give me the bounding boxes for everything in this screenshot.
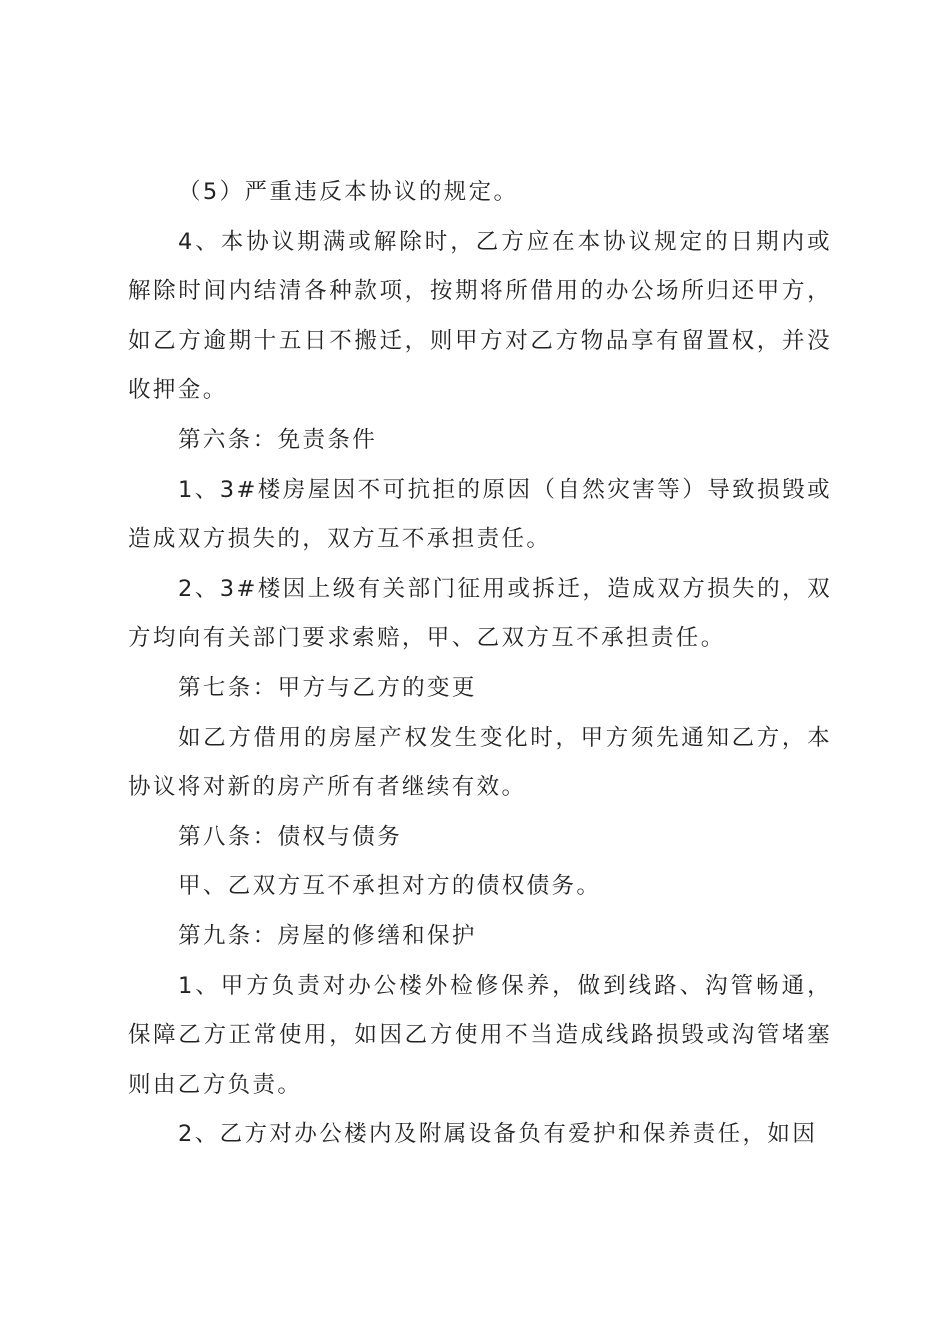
article-8-body: 甲、乙双方互不承担对方的债权债务。 bbox=[178, 873, 602, 900]
article-7-heading: 第七条：甲方与乙方的变更 bbox=[178, 674, 477, 701]
article-6-item-2: 2、3#楼因上级有关部门征用或拆迁，造成双方损失的，双方均向有关部门要求索赔，甲、乙双方互不承担责任。 bbox=[128, 575, 832, 652]
document-body bbox=[128, 168, 832, 1160]
article-9-item-2: 2、乙方对办公楼内及附属设备负有爱护和保养责任，如因 bbox=[178, 1121, 818, 1148]
article-7-body: 如乙方借用的房屋产权发生变化时，甲方须先通知乙方，本协议将对新的房产所有者继续有效。 bbox=[128, 724, 832, 801]
article-9-item-1: 1、甲方负责对办公楼外检修保养，做到线路、沟管畅通，保障乙方正常使用，如因乙方使用不当造成线路损毁或沟管堵塞则由乙方负责。 bbox=[128, 972, 832, 1098]
article-9-heading: 第九条：房屋的修缮和保护 bbox=[178, 922, 477, 949]
article-6-heading: 第六条：免责条件 bbox=[178, 426, 378, 453]
clause-5-item-5: （5）严重违反本协议的规定。 bbox=[178, 179, 519, 205]
article-8-heading: 第八条：债权与债务 bbox=[178, 823, 403, 850]
clause-5-item-4: 4、本协议期满或解除时，乙方应在本协议规定的日期内或解除时间内结清各种款项，按期将所借用的办公场所归还甲方，如乙方逾期十五日不搬迁，则甲方对乙方物品享有留置权，并没收押金。 bbox=[128, 228, 832, 404]
article-6-item-1: 1、3#楼房屋因不可抗拒的原因（自然灾害等）导致损毁或造成双方损失的，双方互不承担责任。 bbox=[128, 476, 832, 553]
